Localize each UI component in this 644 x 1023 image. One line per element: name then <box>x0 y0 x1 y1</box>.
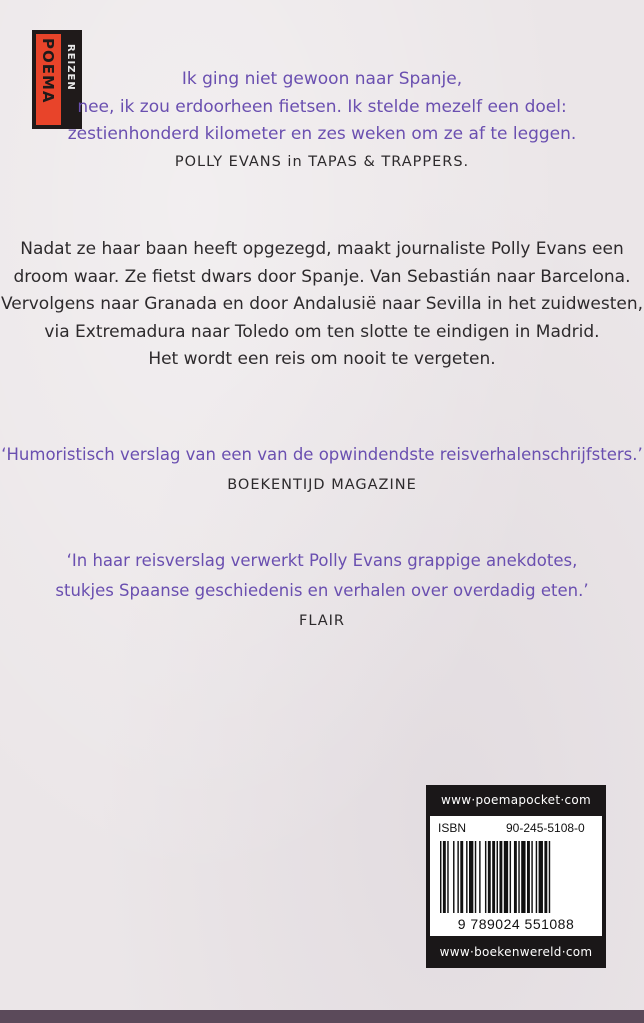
barcode-bar <box>510 841 511 913</box>
barcode-bar <box>447 841 448 913</box>
blurb-line: via Extremadura naar Toledo om ten slotte te eindigen in Madrid. <box>44 321 600 342</box>
barcode-bar <box>440 841 441 913</box>
barcode-panel <box>430 816 602 936</box>
barcode <box>438 841 594 913</box>
website-url-bottom: www·boekenwereld·com <box>439 945 593 959</box>
logo-subtitle: REIZEN <box>65 44 76 91</box>
bottom-edge <box>0 1010 644 1023</box>
barcode-bar <box>492 841 495 913</box>
isbn-number: 90-245-5108-0 <box>506 821 585 835</box>
barcode-bar <box>457 841 458 913</box>
review-text: ‘Humoristisch verslag van een van de opwindendste reisverhalenschrijfsters.’ <box>1 445 643 464</box>
review-quote-2 <box>0 546 644 636</box>
barcode-bar <box>536 841 537 913</box>
website-url-top: www·poemapocket·com <box>441 793 591 807</box>
barcode-bar <box>497 841 498 913</box>
barcode-bar <box>514 841 517 913</box>
blurb-line: Het wordt een reis om nooit te vergeten. <box>148 349 496 369</box>
barcode-bar <box>531 841 532 913</box>
blurb-line: Nadat ze haar baan heeft opgezegd, maakt journaliste Polly Evans een <box>20 239 624 259</box>
logo-title: POEMA <box>39 38 57 104</box>
barcode-bar <box>549 841 550 913</box>
barcode-bar <box>488 841 491 913</box>
isbn-box <box>426 785 606 968</box>
barcode-bar <box>521 841 525 913</box>
blurb-line: droom waar. Ze fietst dwars door Spanje. Van Sebastián naar Barcelona. <box>13 266 631 287</box>
isbn-label: ISBN <box>438 821 467 835</box>
barcode-bar <box>453 841 454 913</box>
barcode-bar <box>527 841 530 913</box>
barcode-bar <box>499 841 502 913</box>
barcode-bar <box>479 841 480 913</box>
blurb-paragraph <box>0 236 644 374</box>
review-text: ‘In haar reisverslag verwerkt Polly Evans grappige anekdotes, <box>66 551 578 570</box>
intro-attribution: POLLY EVANS in TAPAS & TRAPPERS. <box>174 153 470 170</box>
review-quote-1 <box>0 440 644 500</box>
barcode-digits: 9 789024 551088 <box>457 916 575 932</box>
barcode-bar <box>466 841 467 913</box>
intro-line: nee, ik zou erdoorheen fietsen. Ik stelde mezelf een doel: <box>77 96 567 117</box>
intro-line: Ik ging niet gewoon naar Spanje, <box>181 69 463 89</box>
barcode-bar <box>504 841 508 913</box>
intro-line: zestienhonderd kilometer en zes weken om ze af te leggen. <box>67 124 577 144</box>
review-source: FLAIR <box>298 613 346 629</box>
barcode-bar <box>485 841 486 913</box>
review-text: stukjes Spaanse geschiedenis en verhalen over overdadig eten.’ <box>55 581 589 600</box>
barcode-bar <box>518 841 519 913</box>
barcode-bar <box>544 841 547 913</box>
intro-quote <box>0 66 644 176</box>
blurb-line: Vervolgens naar Granada en door Andalusië naar Sevilla in het zuidwesten, <box>0 294 644 314</box>
barcode-bar <box>460 841 463 913</box>
barcode-bar <box>443 841 446 913</box>
review-source: BOEKENTIJD MAGAZINE <box>227 477 417 493</box>
barcode-bar <box>539 841 543 913</box>
barcode-bar <box>469 841 473 913</box>
barcode-bar <box>475 841 476 913</box>
